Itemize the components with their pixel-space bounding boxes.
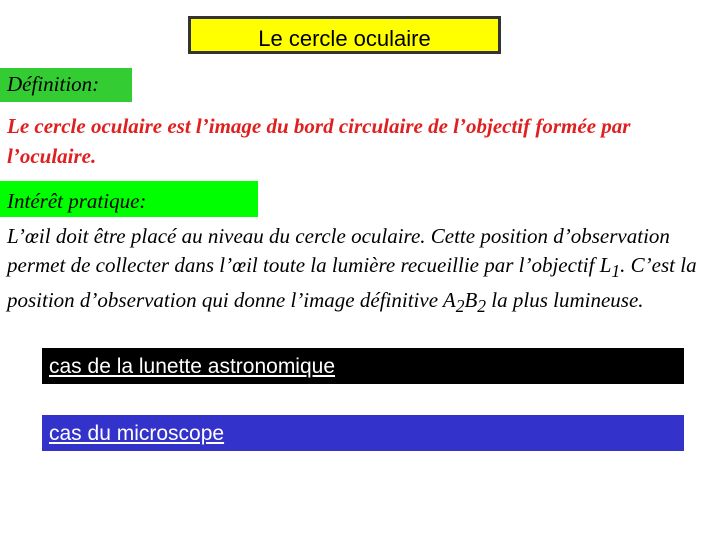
interet-text-part-1: L’œil doit être placé au niveau du cercle oculaire. Cette position d’observation permet de collecter dans l’œil toute la lumière recueillie par l’objectif bbox=[7, 224, 670, 277]
lens-subscript: 1 bbox=[611, 261, 621, 282]
interet-label bbox=[0, 181, 258, 217]
image-a-symbol: A bbox=[442, 288, 456, 313]
definition-label-text: Définition: bbox=[7, 72, 100, 96]
interet-text bbox=[7, 222, 712, 321]
image-b-symbol: B bbox=[464, 288, 478, 313]
image-a-subscript: 2 bbox=[455, 296, 465, 317]
definition-label bbox=[0, 68, 132, 102]
image-b-subscript: 2 bbox=[477, 296, 487, 317]
slide-title-text: Le cercle oculaire bbox=[258, 26, 431, 51]
lunette-link[interactable]: cas de la lunette astronomique bbox=[49, 355, 336, 378]
interet-label-text: Intérêt pratique: bbox=[7, 189, 147, 213]
definition-text: Le cercle oculaire est l’image du bord circulaire de l’objectif formée par l’oculaire. bbox=[7, 114, 631, 168]
interet-text-part-3: la plus lumineuse. bbox=[486, 288, 644, 313]
slide-title bbox=[188, 16, 501, 54]
microscope-link-bar[interactable] bbox=[42, 415, 684, 451]
lens-symbol: L bbox=[599, 253, 612, 277]
interet-text-part-2: . C’est la position d’observation qui donne l’image définitive bbox=[7, 253, 697, 313]
microscope-link[interactable]: cas du microscope bbox=[49, 422, 225, 445]
lunette-link-bar[interactable] bbox=[42, 348, 684, 384]
